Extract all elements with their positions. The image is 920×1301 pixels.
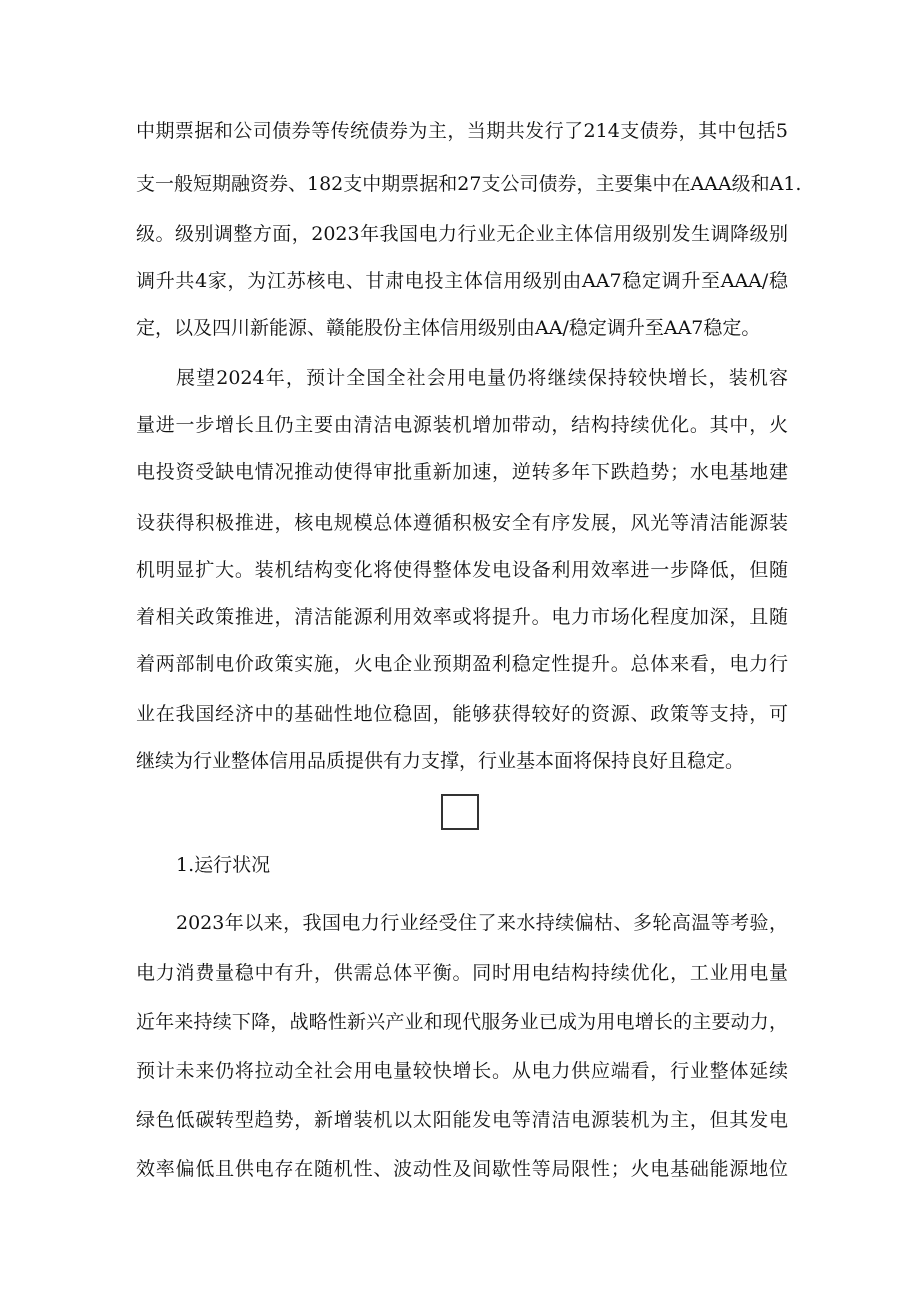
paragraph-3-line: 2023年以来，我国电力行业经受住了来水持续偏枯、多轮高温等考验， xyxy=(176,912,788,934)
paragraph-3-line: 电力消费量稳中有升，供需总体平衡。同时用电结构持续优化，工业用电量 xyxy=(136,962,788,984)
paragraph-2-line: 电投资受缺电情况推动使得审批重新加速，逆转多年下跌趋势；水电基地建 xyxy=(136,461,788,483)
paragraph-2-line: 业在我国经济中的基础性地位稳固，能够获得较好的资源、政策等支持，可 xyxy=(136,703,788,725)
image-placeholder xyxy=(441,794,479,830)
paragraph-1-line: 支一般短期融资券、182支中期票据和27支公司债券，主要集中在AAA级和A1. xyxy=(136,173,802,195)
paragraph-3-line: 效率偏低且供电存在随机性、波动性及间歇性等局限性；火电基础能源地位 xyxy=(136,1158,788,1180)
paragraph-2-line: 机明显扩大。装机结构变化将使得整体发电设备利用效率进一步降低，但随 xyxy=(136,559,788,581)
paragraph-2-line: 量进一步增长且仍主要由清洁电源装机增加带动，结构持续优化。其中，火 xyxy=(136,414,788,436)
paragraph-3-line: 预计未来仍将拉动全社会用电量较快增长。从电力供应端看，行业整体延续 xyxy=(136,1060,788,1082)
paragraph-2-line: 设获得积极推进，核电规模总体遵循积极安全有序发展，风光等清洁能源装 xyxy=(136,512,788,534)
paragraph-1-line: 中期票据和公司债券等传统债券为主，当期共发行了214支债券，其中包括5 xyxy=(136,120,788,142)
paragraph-1-line: 调升共4家，为江苏核电、甘肃电投主体信用级别由AA7稳定调升至AAA/稳 xyxy=(136,270,788,292)
paragraph-3-line: 绿色低碳转型趋势，新增装机以太阳能发电等清洁电源装机为主，但其发电 xyxy=(136,1109,788,1131)
section-heading: 1.运行状况 xyxy=(176,854,271,876)
paragraph-1-line: 级。级别调整方面，2023年我国电力行业无企业主体信用级别发生调降级别 xyxy=(136,223,788,245)
paragraph-1-line: 定，以及四川新能源、赣能股份主体信用级别由AA/稳定调升至AA7稳定。 xyxy=(136,317,761,339)
paragraph-2-line: 展望2024年，预计全国全社会用电量仍将继续保持较快增长，装机容 xyxy=(176,367,788,389)
paragraph-2-line: 继续为行业整体信用品质提供有力支撑，行业基本面将保持良好且稳定。 xyxy=(136,750,745,772)
paragraph-3-line: 近年来持续下降，战略性新兴产业和现代服务业已成为用电增长的主要动力， xyxy=(136,1011,788,1033)
paragraph-2-line: 着两部制电价政策实施，火电企业预期盈利稳定性提升。总体来看，电力行 xyxy=(136,653,788,675)
paragraph-2-line: 着相关政策推进，清洁能源利用效率或将提升。电力市场化程度加深，且随 xyxy=(136,606,788,628)
